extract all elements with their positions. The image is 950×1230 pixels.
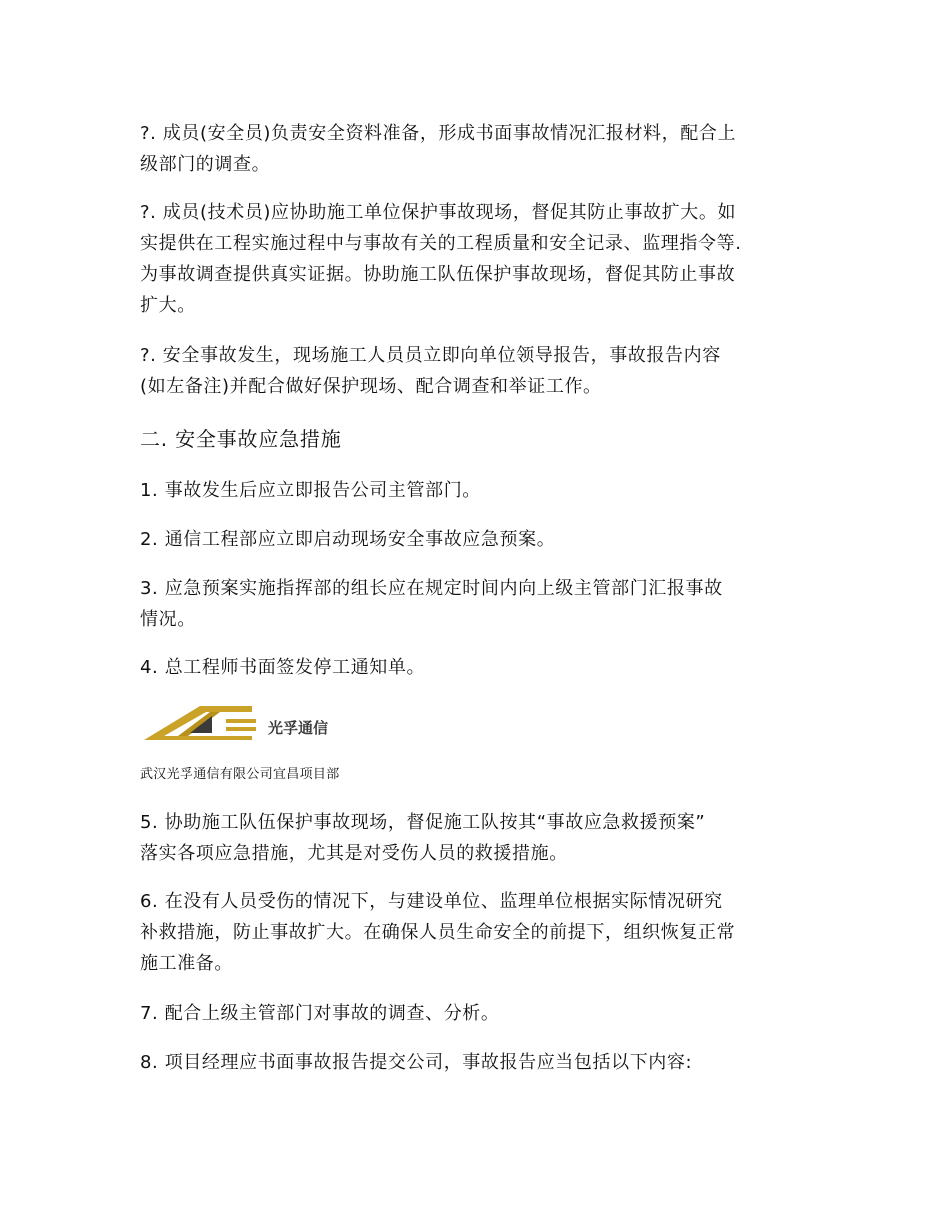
text-line: 7. 配合上级主管部门对事故的调查、分析。 [140,1003,500,1024]
paragraph-accident-report [140,340,820,402]
text-line: 5. 协助施工队伍保护事故现场，督促施工队按其“事故应急救援预案” [140,812,706,833]
text-line: 级部门的调查。 [140,154,271,175]
text-line: 实提供在工程实施过程中与事故有关的工程质量和安全记录、监理指令等. [140,233,742,254]
paragraph-safety-officer [140,118,820,180]
text-line: 施工准备。 [140,953,233,974]
list-item-7 [140,998,820,1029]
section-heading: 二. 安全事故应急措施 [140,427,342,451]
text-line: 1. 事故发生后应立即报告公司主管部门。 [140,480,481,501]
paragraph-technician [140,197,820,321]
logo-bar-shape [226,727,256,731]
text-line: 补救措施，防止事故扩大。在确保人员生命安全的前提下，组织恢复正常 [140,922,736,943]
text-line: ?. 成员(技术员)应协助施工单位保护事故现场，督促其防止事故扩大。如 [140,202,737,223]
text-line: 落实各项应急措施，尤其是对受伤人员的救援措施。 [140,843,568,864]
company-logo [140,700,380,746]
text-line: 8. 项目经理应书面事故报告提交公司，事故报告应当包括以下内容: [140,1052,693,1073]
text-line: 扩大。 [140,295,196,316]
list-item-2 [140,524,820,555]
text-line: 情况。 [140,609,196,630]
list-item-8 [140,1047,820,1078]
logo-text: 光孚通信 [268,719,329,737]
list-item-3 [140,573,820,635]
text-line: 6. 在没有人员受伤的情况下，与建设单位、监理单位根据实际情况研究 [140,891,723,912]
list-item-1 [140,475,820,506]
list-item-6 [140,886,820,979]
text-line: 4. 总工程师书面签发停工通知单。 [140,657,426,678]
text-line: (如左备注)并配合做好保护现场、配合调查和举证工作。 [140,376,602,397]
text-line: 2. 通信工程部应立即启动现场安全事故应急预案。 [140,529,556,550]
text-line: ?. 安全事故发生，现场施工人员员立即向单位领导报告，事故报告内容 [140,345,721,366]
text-line: 为事故调查提供真实证据。协助施工队伍保护事故现场，督促其防止事故 [140,264,736,285]
text-line: ?. 成员(安全员)负责安全资料准备，形成书面事故情况汇报材料，配合上 [140,123,737,144]
text-line: 3. 应急预案实施指挥部的组长应在规定时间内向上级主管部门汇报事故 [140,578,723,599]
list-item-4 [140,652,820,683]
company-name: 武汉光孚通信有限公司宜昌项目部 [140,767,340,782]
logo-bar-shape [226,719,256,723]
list-item-5 [140,807,820,869]
